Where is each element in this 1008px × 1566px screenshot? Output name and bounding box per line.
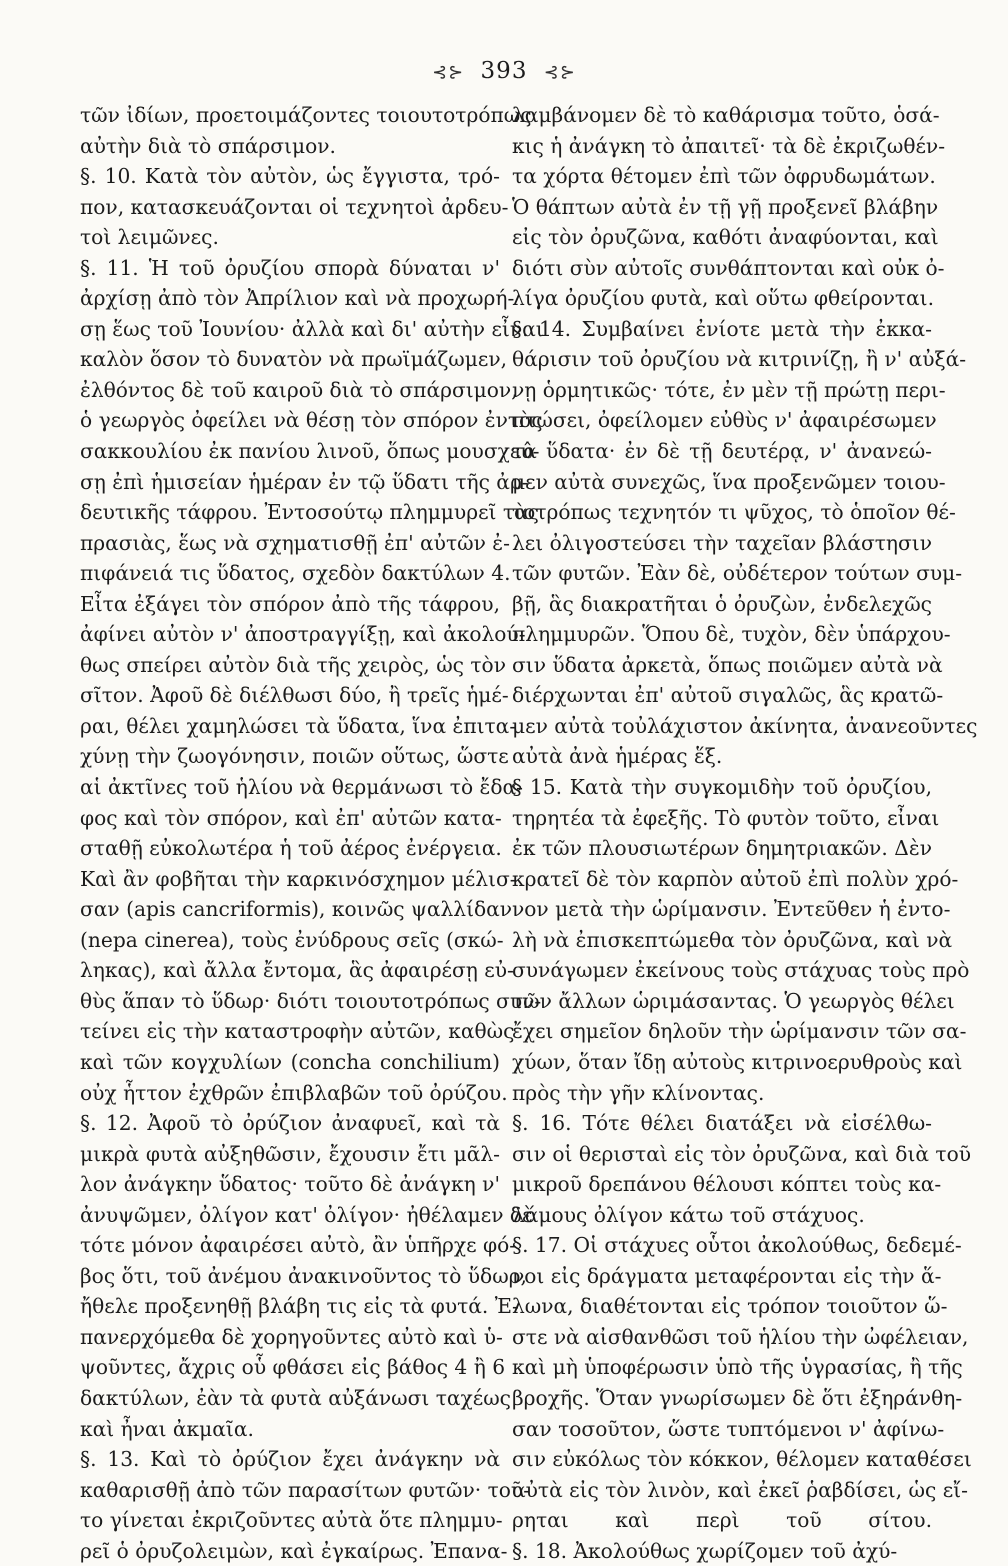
text-line: χύνῃ τὴν ζωογόνησιν, ποιῶν οὕτως, ὥστε [80, 744, 509, 769]
text-line: σαν τοσοῦτον, ὥστε τυπτόμενοι ν' ἀφίνω- [512, 1416, 945, 1441]
text-line: ραι, θέλει χαμηλώσει τὰ ὕδατα, ἵνα ἐπιτα- [80, 713, 517, 738]
text-line: τῶν φυτῶν. Ἐὰν δὲ, οὐδέτερον τούτων συμ- [512, 561, 963, 586]
text-line: σιν εὐκόλως τὸν κόκκον, θέλομεν καταθέσει [512, 1447, 972, 1472]
text-line: Ὁ θάπτων αὐτὰ ἐν τῇ γῇ προξενεῖ βλάβην [512, 194, 939, 219]
text-line: διέρχωνται ἐπ' αὐτοῦ σιγαλῶς, ἃς κρατῶ- [512, 683, 944, 708]
text-line: τῶν ἄλλων ὡριμάσαντας. Ὁ γεωργὸς θέλει [512, 988, 955, 1013]
text-line: § 15. Κατὰ τὴν συγκομιδὴν τοῦ ὀρυζίου, [512, 775, 932, 800]
text-line: τῶν ἰδίων, προετοιμάζοντες τοιουτοτρόπως [80, 103, 532, 127]
text-line: τα χόρτα θέτομεν ἐπὶ τῶν ὀφρυδωμάτων. [512, 164, 936, 189]
text-line: τότε μόνον ἀφαιρέσει αὐτὸ, ἂν ὑπῆρχε φό- [80, 1233, 517, 1258]
text-line: καὶ μὴ ὑποφέρωσιν ὑπὸ τῆς ὑγρασίας, ἢ τῆς [512, 1355, 963, 1380]
text-line: κις ἡ ἀνάγκη τὸ ἀπαιτεῖ· τὰ δὲ ἐκριζωθέν- [512, 133, 946, 158]
text-line: κρατεῖ δὲ τὸν καρπὸν αὐτοῦ ἐπὶ πολὺν χρό- [512, 866, 959, 891]
text-line: ψοῦντες, ἄχρις οὗ φθάσει εἰς βάθος 4 ἢ 6 [80, 1355, 506, 1380]
text-line: μικροῦ δρεπάνου θέλουσι κόπτει τοὺς κα- [512, 1172, 942, 1197]
text-line: ἀρχίσῃ ἀπὸ τὸν Ἀπρίλιον καὶ νὰ προχωρή- [80, 286, 515, 311]
text-line: λαμβάνομεν δὲ τὸ καθάρισμα τοῦτο, ὁσά- [512, 103, 940, 127]
page-header [0, 58, 1008, 84]
text-line: ἀνυψῶμεν, ὀλίγον κατ' ὀλίγον· ἠθέλαμεν δὲ [80, 1202, 533, 1227]
text-line: μεν αὐτὰ συνεχῶς, ἵνα προξενῶμεν τοιου- [512, 469, 946, 494]
text-line: πρασιὰς, ἕως νὰ σχηματισθῇ ἐπ' αὐτῶν ἐ- [80, 530, 510, 555]
text-line: §. 12. Ἀφοῦ τὸ ὀρύζιον ἀναφυεῖ, καὶ τὰ [80, 1111, 500, 1136]
text-line: §. 14. Συμβαίνει ἐνίοτε μετὰ τὴν ἐκκα- [512, 316, 932, 341]
text-line: βροχῆς. Ὅταν γνωρίσωμεν δὲ ὅτι ἐξηράνθη- [512, 1385, 963, 1410]
text-line: λάμους ὀλίγον κάτω τοῦ στάχυος. [512, 1202, 865, 1227]
text-line: νον μετὰ τὴν ὡρίμανσιν. Ἐντεῦθεν ἡ ἐντο- [512, 897, 951, 922]
text-line: ὁ γεωργὸς ὀφείλει νὰ θέσῃ τὸν σπόρον ἐντὸς [80, 408, 543, 433]
text-line: πιφάνειά τις ὕδατος, σχεδὸν δακτύλων 4. [80, 561, 511, 586]
text-line: φος καὶ τὸν σπόρον, καὶ ἐπ' αὐτῶν κατα- [80, 805, 502, 830]
text-line: αὐτὰ ἀνὰ ἡμέρας ἕξ. [512, 744, 723, 769]
text-line: §. 10. Κατὰ τὸν αὐτὸν, ὡς ἔγγιστα, τρό- [80, 164, 500, 189]
text-line: εἰς τὸν ὀρυζῶνα, καθότι ἀναφύονται, καὶ [512, 225, 939, 250]
text-line: σαν (apis cancriformis), κοινῶς ψαλλίδαν [80, 897, 513, 922]
text-line: θὺς ἅπαν τὸ ὕδωρ· διότι τοιουτοτρόπως συν- [80, 988, 542, 1013]
text-line: σιν ὕδατα ἀρκετὰ, ὅπως ποιῶμεν αὐτὰ νὰ [512, 652, 943, 677]
text-line: νῃ ὁρμητικῶς· τότε, ἐν μὲν τῇ πρώτῃ περι- [512, 377, 946, 402]
text-line: τοτρόπως τεχνητόν τι ψῦχος, τὸ ὁποῖον θέ- [512, 500, 956, 525]
text-line: λωνα, διαθέτονται εἰς τρόπον τοιοῦτον ὥ- [512, 1294, 948, 1319]
ornament-right: ⊰⊱ [543, 62, 576, 83]
text-line: χύων, ὅταν ἴδῃ αὐτοὺς κιτρινοερυθροὺς καὶ [512, 1049, 963, 1074]
text-line: §. 18. Ἀκολούθως χωρίζομεν τοῦ ἀχύ- [512, 1538, 898, 1563]
right-column [512, 100, 978, 1566]
text-line: στε νὰ αἰσθανθῶσι τοῦ ἡλίου τὴν ὠφέλειαν, [512, 1324, 969, 1349]
left-column [80, 100, 544, 1566]
text-line: αὐτὴν διὰ τὸ σπάρσιμον. [80, 133, 336, 158]
text-line: λὴ νὰ ἐπισκεπτώμεθα τὸν ὀρυζῶνα, καὶ νὰ [512, 927, 953, 952]
text-line: θάρισιν τοῦ ὀρυζίου νὰ κιτρινίζῃ, ἢ ν' αὐξά- [512, 347, 967, 372]
text-line: δευτικῆς τάφρου. Ἐντοσούτῳ πλημμυρεῖ τὰς [80, 500, 539, 525]
text-line: ρεῖ ὁ ὀρυζολειμὼν, καὶ ἐγκαίρως. Ἐπανα- [80, 1538, 508, 1563]
text-line: ἔχει σημεῖον δηλοῦν τὴν ὡρίμανσιν τῶν σα- [512, 1019, 967, 1044]
text-line: ἐκ τῶν πλουσιωτέρων δημητριακῶν. Δὲν [512, 836, 932, 861]
text-line: τείνει εἰς τὴν καταστροφὴν αὐτῶν, καθὼς [80, 1019, 515, 1044]
text-line: τὰ ὕδατα· ἐν δὲ τῇ δευτέρᾳ, ν' ἀνανεώ- [512, 439, 932, 464]
text-line: μικρὰ φυτὰ αὐξηθῶσιν, ἔχουσιν ἔτι μᾶλ- [80, 1141, 500, 1166]
text-line: καθαρισθῇ ἀπὸ τῶν παρασίτων φυτῶν· τοῦ- [80, 1477, 531, 1502]
text-line: §. 17. Οἱ στάχυες οὗτοι ἀκολούθως, δεδεμέ- [512, 1233, 962, 1258]
text-line: αὐτὰ εἰς τὸν λινὸν, καὶ ἐκεῖ ῥαβδίσει, ὡς εἴ- [512, 1477, 968, 1502]
text-line: ληκας), καὶ ἄλλα ἔντομα, ἃς ἀφαιρέσῃ εὐ- [80, 958, 514, 983]
text-line: τοὶ λειμῶνες. [80, 225, 219, 250]
text-line: πανερχόμεθα δὲ χορηγοῦντες αὐτὸ καὶ ὑ- [80, 1324, 503, 1349]
text-line: ἤθελε προξενηθῇ βλάβη τις εἰς τὰ φυτά. Ἐ- [80, 1294, 519, 1319]
text-line: σταθῇ εὐκολωτέρα ἡ τοῦ ἀέρος ἐνέργεια. [80, 836, 502, 861]
text-line: δακτύλων, ἐὰν τὰ φυτὰ αὐξάνωσι ταχέως [80, 1385, 511, 1410]
text-line: λίγα ὀρυζίου φυτὰ, καὶ οὕτω φθείρονται. [512, 286, 935, 311]
text-line: ρηται καὶ περὶ τοῦ σίτου. [512, 1508, 932, 1533]
text-line: βος ὅτι, τοῦ ἀνέμου ἀνακινοῦντος τὸ ὕδωρ, [80, 1263, 527, 1288]
text-line: πρὸς τὴν γῆν κλίνοντας. [512, 1080, 765, 1105]
text-line: Εἶτα ἐξάγει τὸν σπόρον ἀπὸ τῆς τάφρου, [80, 591, 500, 616]
text-line: σῃ ἕως τοῦ Ἰουνίου· ἀλλὰ καὶ δι' αὐτὴν εἶναι [80, 316, 544, 341]
text-line: πον, κατασκευάζονται οἱ τεχνητοὶ ἀρδευ- [80, 194, 509, 219]
text-line: συνάγωμεν ἐκείνους τοὺς στάχυας τοὺς πρὸ [512, 958, 970, 983]
text-line: μεν αὐτὰ τοὐλάχιστον ἀκίνητα, ἀνανεοῦντες [512, 713, 978, 738]
text-line: καὶ τῶν κογχυλίων (concha conchilium) [80, 1049, 500, 1074]
text-line: καὶ ἦναι ἀκμαῖα. [80, 1416, 254, 1441]
text-line: Καὶ ἂν φοβῆται τὴν καρκινόσχημον μέλισ- [80, 866, 517, 891]
text-line: (nepa cinerea), τοὺς ἐνύδρους σεῖς (σκώ- [80, 927, 504, 952]
text-line: πτώσει, ὀφείλομεν εὐθὺς ν' ἀφαιρέσωμεν [512, 408, 937, 433]
text-line: ἀφίνει αὐτὸν ν' ἀποστραγγίξῃ, καὶ ἀκολού- [80, 622, 526, 647]
text-line: νοι εἰς δράγματα μεταφέρονται εἰς τὴν ἅ- [512, 1263, 942, 1288]
text-line: §. 11. Ἡ τοῦ ὀρυζίου σπορὰ δύναται ν' [80, 255, 500, 280]
text-line: σιν οἱ θερισταὶ εἰς τὸν ὀρυζῶνα, καὶ διὰ τοῦ [512, 1141, 972, 1166]
text-line: σακκουλίου ἐκ πανίου λινοῦ, ὅπως μουσχεύ- [80, 439, 540, 464]
page-number: 393 [480, 58, 528, 84]
text-line: αἱ ἀκτῖνες τοῦ ἡλίου νὰ θερμάνωσι τὸ ἔδα- [80, 775, 523, 800]
text-line: σῖτον. Ἀφοῦ δὲ διέλθωσι δύο, ἢ τρεῖς ἡμέ- [80, 683, 509, 708]
text-line: βῇ, ἃς διακρατῆται ὁ ὀρυζὼν, ἐνδελεχῶς [512, 591, 932, 616]
text-line: τηρητέα τὰ ἐφεξῆς. Τὸ φυτὸν τοῦτο, εἶναι [512, 805, 940, 830]
text-line: ἐλθόντος δὲ τοῦ καιροῦ διὰ τὸ σπάρσιμον, [80, 377, 518, 402]
text-line: §. 13. Καὶ τὸ ὀρύζιον ἔχει ἀνάγκην νὰ [80, 1447, 500, 1472]
text-line: καλὸν ὅσον τὸ δυνατὸν νὰ πρωϊμάζωμεν, [80, 347, 508, 372]
text-line: οὐχ ἧττον ἐχθρῶν ἐπιβλαβῶν τοῦ ὀρύζου. [80, 1080, 508, 1105]
text-line: το γίνεται ἐκριζοῦντες αὐτὰ ὅτε πλημμυ- [80, 1508, 503, 1533]
text-line: θως σπείρει αὐτὸν διὰ τῆς χειρὸς, ὡς τὸν [80, 652, 506, 677]
ornament-left: ⊰⊱ [432, 62, 465, 83]
text-line: σῃ ἐπὶ ἡμισείαν ἡμέραν ἐν τῷ ὕδατι τῆς ἀρ- [80, 469, 529, 494]
text-line: λον ἀνάγκην ὕδατος· τοῦτο δὲ ἀνάγκη ν' [80, 1172, 500, 1197]
text-line: λει ὀλιγοστεύσει τὴν ταχεῖαν βλάστησιν [512, 530, 932, 555]
text-line: πλημμυρῶν. Ὅπου δὲ, τυχὸν, δὲν ὑπάρχου- [512, 622, 951, 647]
text-line: §. 16. Τότε θέλει διατάξει νὰ εἰσέλθω- [512, 1111, 932, 1136]
text-line: διότι σὺν αὐτοῖς συνθάπτονται καὶ οὐκ ὀ- [512, 255, 945, 280]
